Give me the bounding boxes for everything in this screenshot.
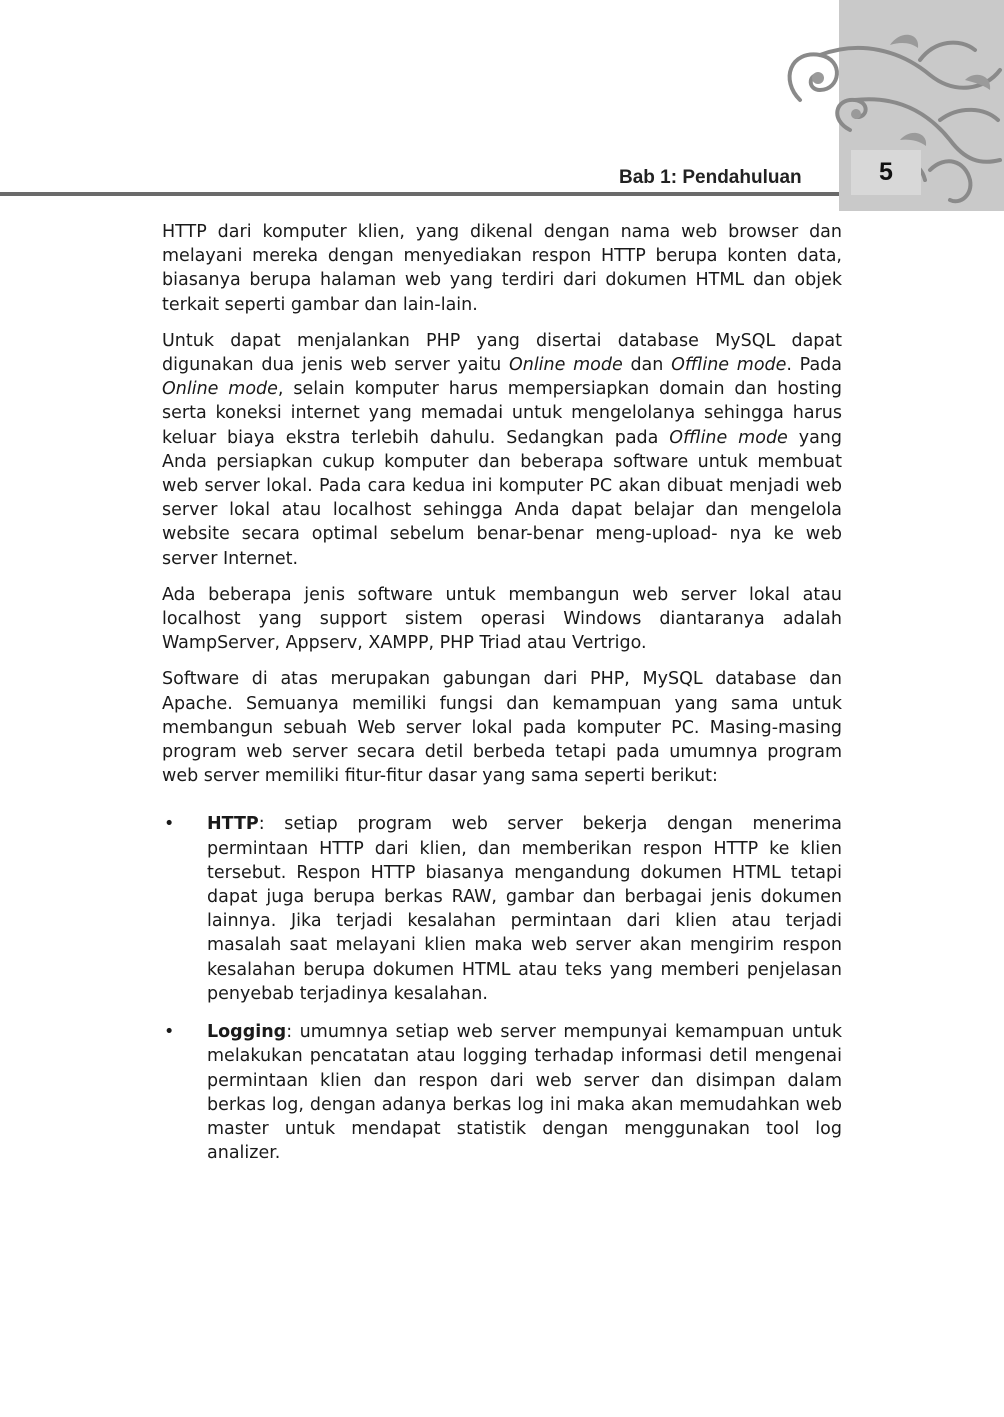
- paragraph-2: [162, 329, 842, 571]
- paragraph-2-emphasis: Offline mode: [669, 427, 788, 448]
- paragraph-2-text: dan: [622, 355, 672, 376]
- list-item-term: Logging: [207, 1022, 287, 1043]
- paragraph-2-emphasis: Online mode: [162, 379, 278, 400]
- page-number-tab: [851, 150, 921, 195]
- list-item-term: HTTP: [207, 814, 259, 835]
- list-item-text: : umumnya setiap web server mempunyai kemampuan untuk melakukan pencatatan atau logging terhadap informasi detil mengenai permintaan klien dan respon dari web server dan disimpan dalam berkas log, dengan adanya berkas log ini maka akan memudahkan web master untuk mendapat statistik dengan menggunakan tool log analizer.: [207, 1022, 842, 1164]
- paragraph-2-text: . Pada: [786, 355, 842, 376]
- list-item-logging: [162, 1020, 842, 1165]
- paragraph-1: HTTP dari komputer klien, yang dikenal dengan nama web browser dan melayani mereka dengan menyediakan respon HTTP berupa konten data, biasanya berupa halaman web yang terdiri dari dokumen HTML dan objek terkait seperti gambar dan lain-lain.: [162, 222, 842, 315]
- paragraph-2-emphasis: Online mode: [508, 355, 623, 376]
- list-item-http: [162, 812, 842, 1006]
- bullet-icon: •: [164, 1022, 175, 1043]
- paragraph-2-text: , selain komputer harus mempersiapkan domain dan hosting serta koneksi internet yang memadai untuk mengelolanya sehingga harus keluar biaya ekstra terlebih dahulu. Sedangkan pada: [162, 379, 842, 448]
- paragraph-2-emphasis: Offline mode: [671, 355, 787, 376]
- paragraph-4: Software di atas merupakan gabungan dari PHP, MySQL database dan Apache. Semuanya memiliki fungsi dan kemampuan yang sama untuk membangun sebuah Web server lokal pada komputer PC. Masing-masing program web server secara detil berbeda tetapi pada umumnya program web server memiliki fitur-fitur dasar yang sama seperti berikut:: [162, 669, 842, 787]
- page-number: 5: [879, 158, 893, 186]
- header-rule: [0, 192, 839, 196]
- bullet-icon: •: [164, 814, 175, 835]
- paragraph-2-text: yang Anda persiapkan cukup komputer dan beberapa software untuk membuat web server lokal. Pada cara kedua ini komputer PC akan dibuat menjadi web server lokal atau localhost sehingga Anda dapat belajar dan mengelola website secara optimal sebelum benar-benar meng-upload- nya ke web server Internet.: [162, 427, 843, 569]
- body-text: [162, 220, 842, 1179]
- paragraph-2-text: Untuk dapat menjalankan PHP yang disertai database MySQL dapat digunakan dua jenis web server yaitu: [162, 330, 842, 376]
- feature-list: [162, 812, 842, 1165]
- paragraph-3: Ada beberapa jenis software untuk membangun web server lokal atau localhost yang support sistem operasi Windows diantaranya adalah WampServer, Appserv, XAMPP, PHP Triad atau Vertrigo.: [162, 584, 842, 654]
- list-item-text: : setiap program web server bekerja dengan menerima permintaan HTTP dari klien, dan memberikan respon HTTP ke klien tersebut. Respon HTTP biasanya mengandung dokumen HTML tetapi dapat juga berupa berkas RAW, gambar dan berbagai jenis dokumen lainnya. Jika terjadi kesalahan permintaan dari klien atau terjadi masalah saat melayani klien maka web server akan mengirim respon kesalahan berupa dokumen HTML atau teks yang memberi penjelasan penyebab terjadinya kesalahan.: [207, 814, 842, 1004]
- chapter-title: Bab 1: Pendahuluan: [619, 167, 802, 188]
